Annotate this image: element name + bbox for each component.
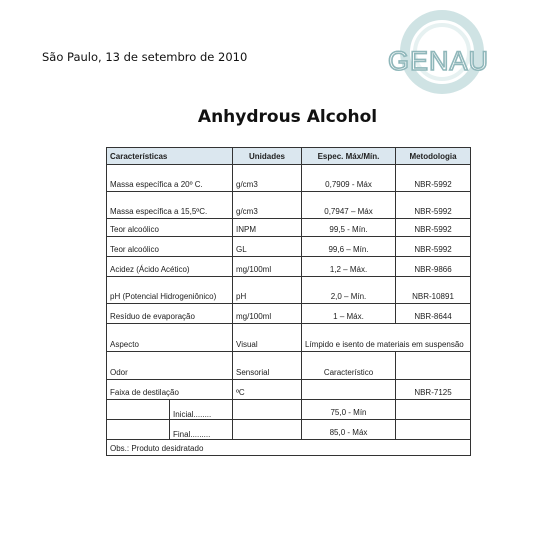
cell-unit: Visual <box>233 324 302 352</box>
cell-method: NBR-7125 <box>396 380 471 400</box>
cell-unit: mg/100ml <box>233 257 302 277</box>
cell-spec: 75,0 - Mín <box>302 400 396 420</box>
cell-method <box>396 420 471 440</box>
table-row <box>107 237 471 257</box>
table-sub-row <box>107 400 471 420</box>
table-sub-row <box>107 420 471 440</box>
cell-spec: 99,5 - Mín. <box>302 219 396 237</box>
cell-spec: 1,2 – Máx. <box>302 257 396 277</box>
table-row <box>107 324 471 352</box>
col-header-metodologia: Metodologia <box>396 148 471 165</box>
cell-sub <box>107 420 233 440</box>
cell-blank <box>107 420 170 439</box>
cell-spec: 1 – Máx. <box>302 304 396 324</box>
cell-unit: pH <box>233 277 302 304</box>
date-line: São Paulo, 13 de setembro de 2010 <box>42 50 248 64</box>
table-row <box>107 165 471 192</box>
obs-note: Obs.: Produto desidratado <box>107 440 471 456</box>
cell-method: NBR-5992 <box>396 165 471 192</box>
cell-characteristic: Massa específica a 15,5ºC. <box>107 192 233 219</box>
cell-characteristic: Massa específica a 20º C. <box>107 165 233 192</box>
cell-unit <box>233 400 302 420</box>
col-header-unidades: Unidades <box>233 148 302 165</box>
cell-characteristic: Teor alcoólico <box>107 237 233 257</box>
cell-method: NBR-5992 <box>396 219 471 237</box>
cell-unit: INPM <box>233 219 302 237</box>
table-row <box>107 277 471 304</box>
logo-text: GENAU <box>388 46 490 76</box>
genau-logo <box>380 10 520 95</box>
cell-spec: Característico <box>302 352 396 380</box>
table-row <box>107 192 471 219</box>
cell-spec: 2,0 – Mín. <box>302 277 396 304</box>
cell-method <box>396 352 471 380</box>
cell-unit: ºC <box>233 380 302 400</box>
cell-blank <box>107 400 170 419</box>
cell-method <box>396 400 471 420</box>
cell-sub <box>107 400 233 420</box>
cell-unit <box>233 420 302 440</box>
spec-table <box>106 147 471 456</box>
cell-method: NBR-5992 <box>396 237 471 257</box>
cell-characteristic: Faixa de destilação <box>107 380 233 400</box>
cell-characteristic: pH (Potencial Hidrogeniônico) <box>107 277 233 304</box>
cell-unit: Sensorial <box>233 352 302 380</box>
cell-characteristic: Odor <box>107 352 233 380</box>
cell-spec <box>302 380 396 400</box>
cell-spec: 85,0 - Máx <box>302 420 396 440</box>
table-row <box>107 352 471 380</box>
cell-characteristic: Aspecto <box>107 324 233 352</box>
table-header-row <box>107 148 471 165</box>
table-row <box>107 304 471 324</box>
cell-characteristic: Resíduo de evaporação <box>107 304 233 324</box>
col-header-caracteristicas: Características <box>107 148 233 165</box>
cell-unit: g/cm3 <box>233 192 302 219</box>
cell-method: NBR-10891 <box>396 277 471 304</box>
table-obs-row <box>107 440 471 456</box>
cell-method: NBR-9866 <box>396 257 471 277</box>
cell-method: NBR-8644 <box>396 304 471 324</box>
table-row <box>107 380 471 400</box>
cell-sub-label: Inicial........ <box>173 410 212 419</box>
table-row <box>107 219 471 237</box>
cell-sub-label: Final......... <box>173 430 211 439</box>
cell-characteristic: Teor alcoólico <box>107 219 233 237</box>
cell-characteristic: Acidez (Ácido Acético) <box>107 257 233 277</box>
cell-spec-wide: Límpido e isento de materiais em suspensão <box>302 324 471 352</box>
document-title: Anhydrous Alcohol <box>197 107 378 127</box>
cell-unit: g/cm3 <box>233 165 302 192</box>
cell-spec: 0,7947 – Máx <box>302 192 396 219</box>
table-row <box>107 257 471 277</box>
cell-unit: GL <box>233 237 302 257</box>
col-header-espec: Espec. Máx/Mín. <box>302 148 396 165</box>
cell-spec: 0,7909 - Máx <box>302 165 396 192</box>
cell-unit: mg/100ml <box>233 304 302 324</box>
cell-spec: 99,6 – Mín. <box>302 237 396 257</box>
cell-method: NBR-5992 <box>396 192 471 219</box>
